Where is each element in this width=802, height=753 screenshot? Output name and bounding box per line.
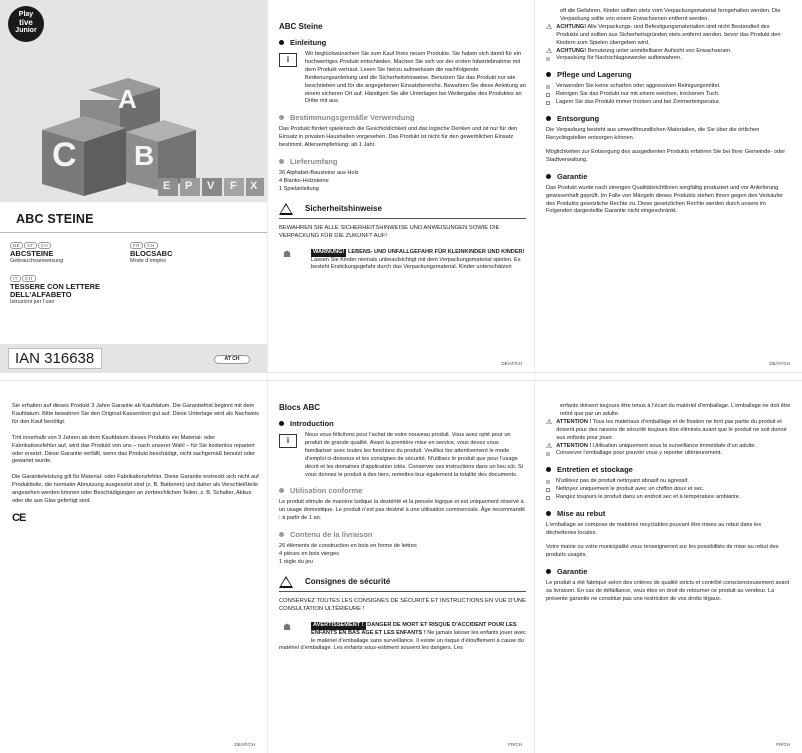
brand-logo: Play tive Junior: [8, 6, 44, 42]
safety-caps: BEWAHREN SIE ALLE SICHERHEITSHINWEISE UND ANWEISUNGEN SOWIE DIE VERPACKUNG FÜR DIE ZUKUNFT AUF!: [279, 224, 500, 239]
section-heading: Garantie: [546, 567, 793, 576]
warranty-text: Das Produkt wurde nach strengen Qualitätsrichtlinien sorgfältig produziert und vor Anlieferung gewissenhaft geprüft. Im Falle von Mängeln dieses Produkts stehen Ihnen gegen den Verkäufer des Produkts gesetzliche Rechte zu. Diese gesetzlichen Rechte werden durch unsere im Folgenden dargestellte Garantie nicht eingeschränkt.: [546, 184, 783, 215]
warning-continued: enfants doivent toujours être tenus à l’écart du matériel d’emballage. L’emballage ne doit être retiré que par un adulte.: [560, 403, 791, 417]
fr-column-2: [546, 403, 793, 603]
bullet-icon: [546, 467, 551, 472]
warning-triangle-icon: [279, 576, 293, 588]
warranty-p2: Tritt innerhalb von 3 Jahren ab dem Kaufdatum dieses Produkts ein Material- oder Fabrikationsfehler auf, wird das Produkt von uns – nach unserer Wahl – für Sie kostenlos repariert oder ersetzt. Diese Garantie verfällt, wenn das Produkt beschädigt, nicht sachgemäß benutzt oder gewartet wurde.: [12, 434, 255, 465]
cover-panel: [0, 0, 267, 372]
warning-badge: WARNUNG!: [313, 248, 345, 255]
page-de-3: [0, 381, 267, 753]
section-heading: Einleitung: [279, 38, 526, 47]
product-it: IT CH TESSERE CON LETTERE DELL’ALFABETO Istruzioni per l’uso: [10, 276, 101, 305]
page-de-1: [267, 0, 534, 372]
care-item: Nettoyez uniquement le produit avec un chiffon doux et sec.: [546, 486, 793, 494]
page-divider: [534, 0, 535, 753]
warranty-p1: Sie erhalten auf dieses Produkt 3 Jahre Garantie ab Kaufdatum. Die Garantiefrist beginnt mit dem Kaufdatum. Bitte bewahren Sie den Original-Kassenbon gut auf. Diese Unterlage wird als Nachweis für den Kauf benötigt.: [12, 403, 259, 425]
section-heading: Entretien et stockage: [546, 465, 793, 474]
disposal-text-2: Votre mairie ou votre municipalité vous renseigneront sur les possibilités de mise au rebut des produits usagés.: [546, 543, 779, 558]
attention-1: ⚠ ACHTUNG! Alle Verpackungs- und Befestigungsmaterialien sind nicht Bestandteil des Produkts und sollten aus Sicherheitsgründen stets entfernt werden, bevor das Produkt den Kindern zum Spielen übergeben wird.: [546, 23, 781, 46]
section-heading: Pflege und Lagerung: [546, 70, 793, 79]
section-heading: Utilisation conforme: [279, 486, 526, 495]
scope-list: 26 éléments de construction en bois en forme de lettres 4 pièces en bois vierges 1 règle du jeu: [279, 543, 417, 565]
safety-heading: Consignes de sécurité: [279, 576, 526, 592]
section-heading: Contenu de la livraison: [279, 530, 526, 539]
page-divider: [267, 0, 268, 753]
warning-paragraph: ☗ AVERTISSEMENT ! DANGER DE MORT ET RISQUE D’ACCIDENT POUR LES ENFANTS EN BAS ÂGE ET LES ENFANTS ! Ne jamais laisser les enfants jouer avec le matériel d’emballage sans surveillance. Il existe un risque d’étouffement à cause du matériel d’emballage. Les enfants sous-estiment souvent les dangers. Les: [279, 621, 526, 652]
block-letter-b: B: [134, 140, 155, 171]
section-heading: Entsorgung: [546, 114, 793, 123]
section-heading: Bestimmungsgemäße Verwendung: [279, 113, 526, 122]
use-text: Das Produkt fördert spielerisch die Geschicklichkeit und das logische Denken und ist nur für den Einsatz in privaten Haushalten vorgesehen. Das Produkt ist nicht für den gewerblichen Einsatz bestimmt. Altersempfehlung: ab 1 Jahr.: [279, 126, 518, 149]
intro-text: Nous vous félicitons pour l’achat de votre nouveau produit. Vous avez opté pour un produit de grande qualité. Avant la première mise en service, vous devez vous familiariser avec toutes les fonctions du produit. Veuillez lire attentivement le mode d’emploi ci-dessous et les consignes de sécurité. N’utilisez le produit que pour l’usage décrit et les domaines d’application cités. Conserver ces instructions dans un lieu sûr. Si vous donnez le produit à des tiers, remettez-leur également la totalité des documents.: [305, 432, 523, 478]
bullet-icon: [546, 174, 551, 179]
page-footer: FR/CH: [776, 742, 790, 747]
bullet-icon: [279, 532, 284, 537]
warning-triangle-icon: [279, 203, 293, 215]
care-item: Rangez toujours le produit dans un endroit sec et à température ambiante.: [546, 494, 793, 502]
block-letter-x: X: [250, 180, 258, 192]
doc-title: Blocs ABC: [279, 403, 321, 412]
block-letter-e: E: [163, 180, 171, 192]
page-footer: DE/AT/CH: [769, 361, 790, 366]
disposal-text-1: Die Verpackung besteht aus umweltfreundlichen Materialien, die Sie über die örtlichen Recyclingstellen entsorgen können.: [546, 127, 760, 141]
care-item: Lagern Sie das Produkt immer trocken und bei Zimmertemperatur.: [546, 99, 793, 107]
page-footer: DE/AT/CH: [234, 742, 255, 747]
product-de: DE AT CH ABCSTEINE Gebrauchsanweisung: [10, 243, 64, 264]
safety-heading: Sicherheitshinweise: [279, 203, 526, 219]
divider: [0, 232, 267, 233]
care-item: N’utilisez pas de produit nettoyant abrasif ou agressif.: [546, 478, 793, 486]
disposal-text-2: Möglichkeiten zur Entsorgung des ausgedienten Produkts erfahren Sie bei Ihrer Gemeinde- oder Stadtverwaltung.: [546, 148, 786, 163]
page-fr-1: [267, 381, 534, 753]
child-icon: ☗: [283, 248, 292, 259]
warning-paragraph: ☗ WARNUNG! LEBENS- UND UNFALLGEFAHR FÜR KLEINKINDER UND KINDER! Lassen Sie Kinder niemals unbeaufsichtigt mit dem Verpackungsmaterial spielen. Es besteht Erstickungsgefahr durch das Verpackungsmaterial. Kinder unterschätzen: [283, 248, 525, 271]
disposal-text-1: L’emballage se compose de matières recyclables pouvant être mises au rebut dans les déchetteries locales.: [546, 522, 762, 536]
block-letter-a: A: [118, 84, 137, 114]
bullet-icon: [279, 488, 284, 493]
info-book-icon: i: [279, 434, 297, 448]
fold-line: [0, 372, 802, 381]
block-letter-f: F: [230, 180, 237, 192]
bullet-icon: [546, 116, 551, 121]
de-column-3: [12, 403, 259, 524]
fr-column-1: [279, 403, 526, 653]
de-column-2: [546, 8, 793, 216]
bullet-icon: [279, 421, 284, 426]
section-heading: Mise au rebut: [546, 509, 793, 518]
de-column-1: [279, 24, 526, 272]
section-heading: Introduction: [279, 419, 526, 428]
bullet-icon: [279, 40, 284, 45]
page-de-2: [534, 0, 802, 372]
intro-text: Wir beglückwünschen Sie zum Kauf Ihres neuen Produkts. Sie haben sich damit für ein hochwertiges Produkt entschieden. Machen Sie sich vor der ersten Inbetriebnahme mit dem Produkt vertraut. Lesen Sie hierzu aufmerksam die nachfolgende Bedienungsanleitung und die Sicherheitshinweise. Benutzen Sie das Produkt nur wie beschrieben und für die angegebenen Einsatzbereiche. Bewahren Sie diese Anleitung an einem sicheren Ort auf. Händigen Sie alle Unterlagen bei Weitergabe des Produktes an Dritte mit aus.: [305, 51, 526, 105]
safety-caps: CONSERVEZ TOUTES LES CONSIGNES DE SÉCURITÉ ET INSTRUCTIONS EN VUE D’UNE CONSULTATION ULTÉRIEURE !: [279, 597, 526, 612]
scope-list: 26 Alphabet-Bausteine aus Holz 4 Blanko-Holzsteine 1 Spielanleitung: [279, 170, 359, 192]
bullet-icon: [546, 72, 551, 77]
ian-number: IAN 316638: [8, 348, 102, 369]
care-item: Reinigen Sie das Produkt nur mit einem weichen, trockenen Tuch.: [546, 91, 793, 99]
warranty-p3: Die Garantieleistung gilt für Material- oder Fabrikationsfehler. Diese Garantie erstreckt sich nicht auf Produktteile, die normaler Abnutzung ausgesetzt sind (z. B. Batterien) und daher als Verschleißteile angesehen werden können oder Beschädigungen an zerbrechlichen Teilen, z. B. Schalter, Akkus oder die aus Glas gefertigt sind.: [12, 474, 259, 505]
care-item: Verwenden Sie keine scharfen oder aggressiven Reinigungsmittel.: [546, 83, 793, 91]
warning-small-icon: ⚠: [546, 442, 553, 450]
doc-title: ABC Steine: [279, 22, 323, 31]
section-heading: Garantie: [546, 172, 793, 181]
warning-badge: AVERTISSEMENT !: [313, 621, 364, 628]
child-icon: ☗: [283, 621, 292, 632]
warning-small-icon: ⚠: [546, 47, 553, 55]
bullet-icon: [279, 115, 284, 120]
page-fr-2: [534, 381, 802, 753]
section-heading: Lieferumfang: [279, 157, 526, 166]
warning-small-icon: ⚠: [546, 23, 553, 31]
use-text: Le produit stimule de manière ludique la dextérité et la pensée logique et est uniquement réservé à un usage domestique. Le produit n’est pas destiné à une utilisation commerciale. Âge recommandé : à partir de 1 an.: [279, 499, 525, 522]
bullet-icon: [546, 511, 551, 516]
warning-continued: oft die Gefahren. Kinder sollten stets vom Verpackungsmaterial ferngehalten werden. Die Verpackung sollte von einem Erwachsenen entfernt werden.: [560, 8, 781, 22]
country-badge: AT CH: [214, 355, 250, 364]
ce-mark-icon: CE: [12, 511, 26, 524]
keep-note: Conserver l’emballage pour pouvoir vous y reporter ultérieurement.: [546, 450, 793, 458]
info-book-icon: i: [279, 53, 297, 67]
page-footer: DE/AT/CH: [501, 361, 522, 366]
attention-2: ⚠ ATTENTION ! Utilisation uniquement sous la surveillance immédiate d’un adulte.: [546, 442, 757, 450]
cover-title: ABC STEINE: [16, 212, 94, 226]
product-fr: FR CH BLOCSABC Mode d’emploi: [130, 243, 173, 264]
block-letter-v: V: [207, 180, 215, 192]
attention-1: ⚠ ATTENTION ! Tous les matériaux d’emballage et de fixation ne font pas partie du produit et doivent pour des raisons de sécurité toujours être éliminés avant que le produit ne soit donné aux enfants pour jouer.: [546, 418, 787, 441]
attention-2: ⚠ ACHTUNG! Benutzung unter unmittelbarer Aufsicht von Erwachsenen.: [546, 47, 732, 55]
warning-small-icon: ⚠: [546, 418, 553, 426]
keep-note: Verpackung für Nachschlagezwecke aufbewahren.: [546, 55, 793, 63]
page-footer: FR/CH: [508, 742, 522, 747]
block-letter-p: P: [185, 180, 193, 192]
bullet-icon: [279, 159, 284, 164]
block-letter-c: C: [52, 136, 77, 174]
warranty-text: Le produit a été fabriqué selon des critères de qualité stricts et contrôlé consciencieusement avant sa livraison. En cas de défaillance, vous êtes en droit de retourner ce produit au vendeur. La présente garantie ne constitue pas une restriction de vos droits légaux.: [546, 579, 790, 602]
bullet-icon: [546, 569, 551, 574]
